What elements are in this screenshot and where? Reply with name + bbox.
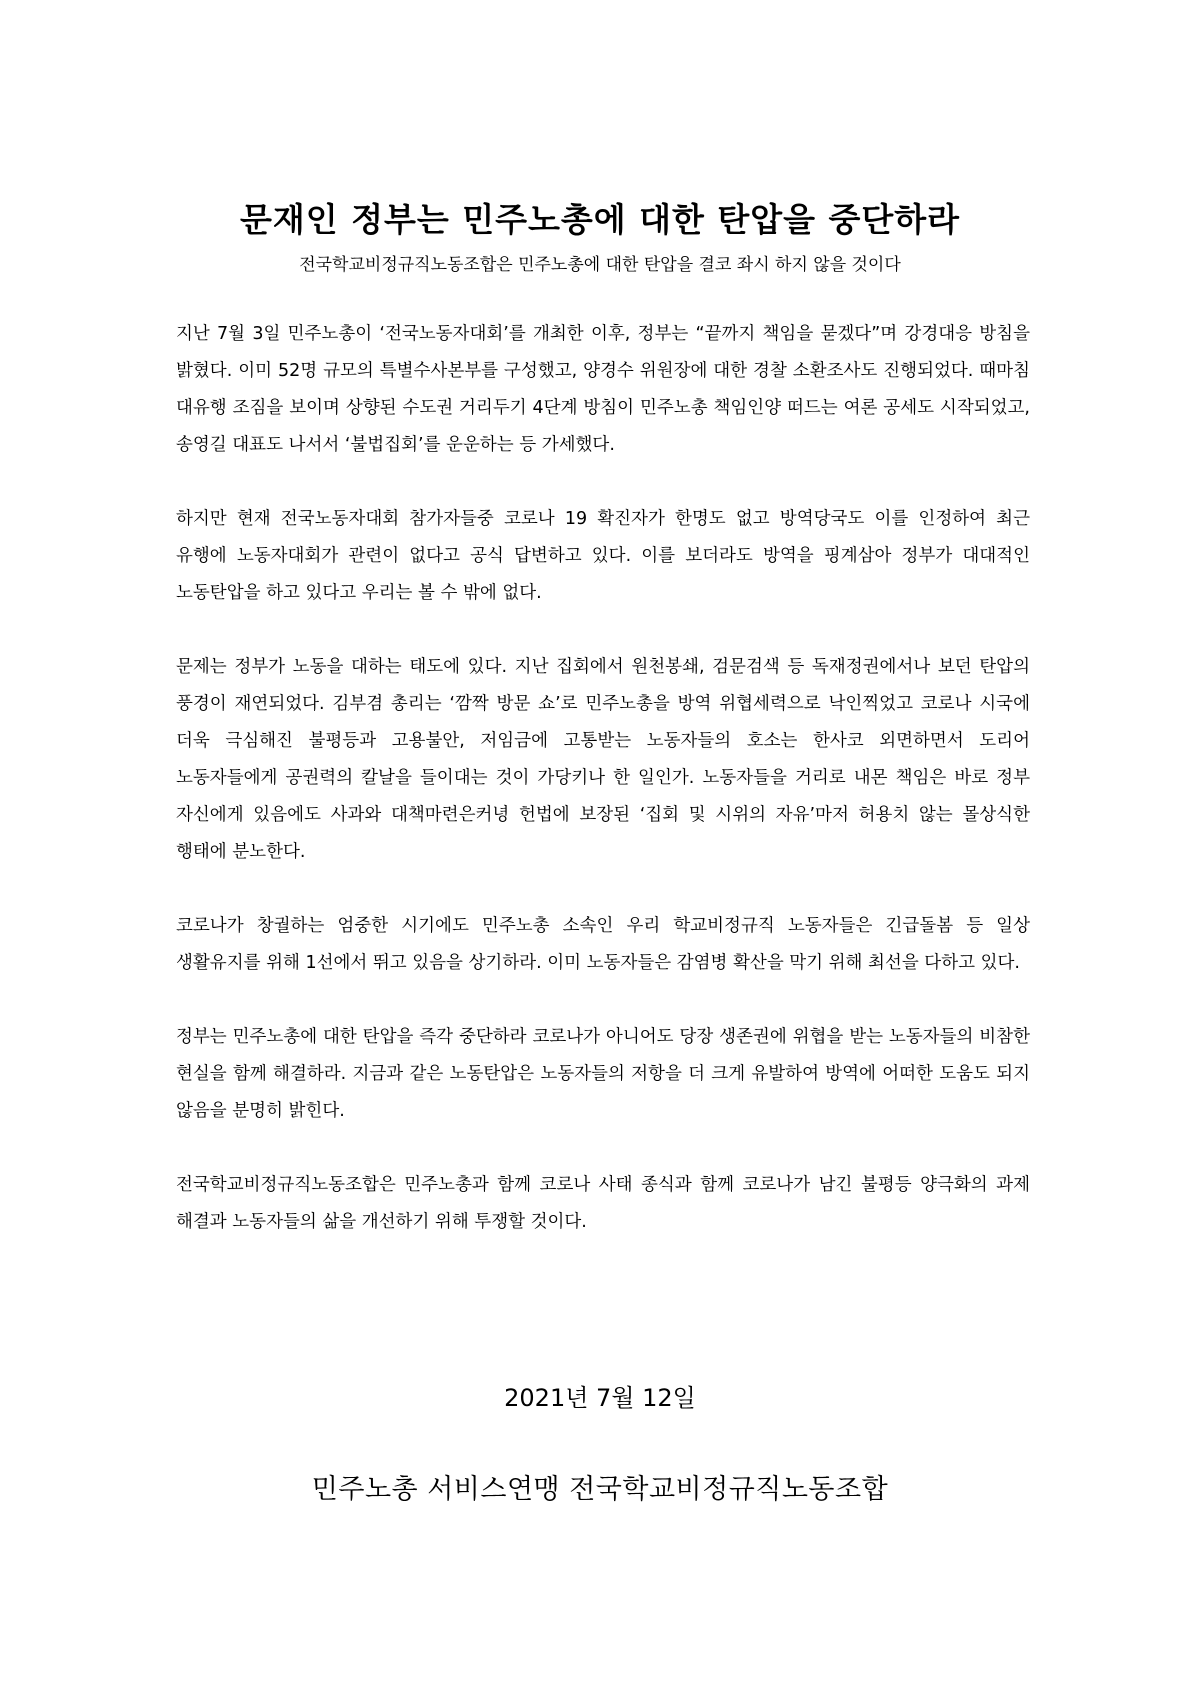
paragraph-2: 하지만 현재 전국노동자대회 참가자들중 코로나 19 확진자가 한명도 없고 방역당국도 이를 인정하여 최근 유행에 노동자대회가 관련이 없다고 공식 답변하고 있다. 이를 보더라도 방역을 핑계삼아 정부가 대대적인 노동탄압을 하고 있다고 우리는 볼 수 밖에 없다.	[176, 509, 1030, 603]
paragraph-5: 정부는 민주노총에 대한 탄압을 즉각 중단하라 코로나가 아니어도 당장 생존권에 위협을 받는 노동자들의 비참한 현실을 함께 해결하라. 지금과 같은 노동탄압은 노동자들의 저항을 더 크게 유발하여 방역에 어떠한 도움도 되지 않음을 분명히 밝힌다.	[176, 1027, 1030, 1121]
document-signature: 민주노총 서비스연맹 전국학교비정규직노동조합	[311, 1474, 889, 1505]
paragraph-4: 코로나가 창궐하는 엄중한 시기에도 민주노총 소속인 우리 학교비정규직 노동자들은 긴급돌봄 등 일상 생활유지를 위해 1선에서 뛰고 있음을 상기하라. 이미 노동자들은 감염병 확산을 막기 위해 최선을 다하고 있다.	[176, 916, 1030, 973]
document-title: 문재인 정부는 민주노총에 대한 탄압을 중단하라	[239, 200, 960, 239]
document-subtitle: 전국학교비정규직노동조합은 민주노총에 대한 탄압을 결코 좌시 하지 않을 것이다	[299, 255, 901, 275]
paragraph-1: 지난 7월 3일 민주노총이 ‘전국노동자대회’를 개최한 이후, 정부는 “끝까지 책임을 묻겠다”며 강경대응 방침을 밝혔다. 이미 52명 규모의 특별수사본부를 구성했고, 양경수 위원장에 대한 경찰 소환조사도 진행되었다. 때마침 대유행 조짐을 보이며 상향된 수도권 거리두기 4단계 방침이 민주노총 책임인양 떠드는 여론 공세도 시작되었고, 송영길 대표도 나서서 ‘불법집회’를 운운하는 등 가세했다.	[176, 324, 1030, 455]
document-date: 2021년 7월 12일	[504, 1384, 696, 1412]
paragraph-6: 전국학교비정규직노동조합은 민주노총과 함께 코로나 사태 종식과 함께 코로나가 남긴 불평등 양극화의 과제 해결과 노동자들의 삶을 개선하기 위해 투쟁할 것이다.	[176, 1175, 1030, 1232]
paragraph-3: 문제는 정부가 노동을 대하는 태도에 있다. 지난 집회에서 원천봉쇄, 검문검색 등 독재정권에서나 보던 탄압의 풍경이 재연되었다. 김부겸 총리는 ‘깜짝 방문 쇼’로 민주노총을 방역 위협세력으로 낙인찍었고 코로나 시국에 더욱 극심해진 불평등과 고용불안, 저임금에 고통받는 노동자들의 호소는 한사코 외면하면서 도리어 노동자들에게 공권력의 칼날을 들이대는 것이 가당키나 한 일인가. 노동자들을 거리로 내몬 책임은 바로 정부 자신에게 있음에도 사과와 대책마련은커녕 헌법에 보장된 ‘집회 및 시위의 자유’마저 허용치 않는 몰상식한 행태에 분노한다.	[176, 657, 1030, 862]
document-body	[176, 316, 1030, 1278]
